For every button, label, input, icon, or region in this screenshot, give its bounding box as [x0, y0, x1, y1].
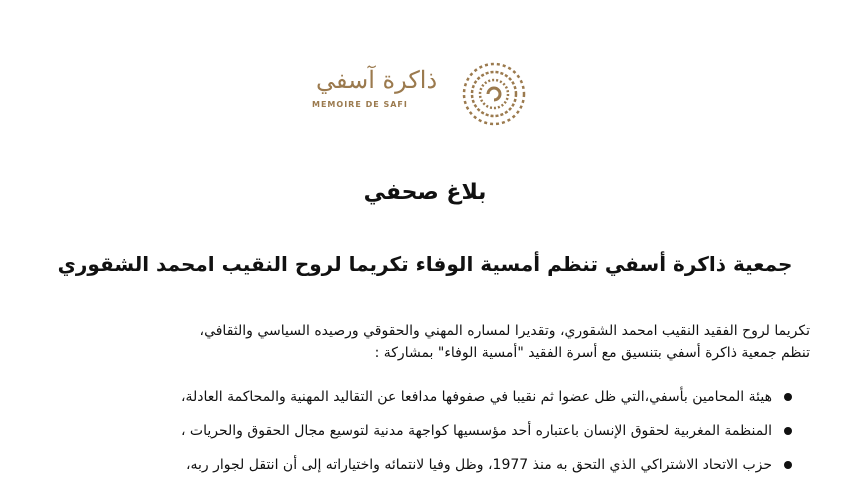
logo-arabic-text: ذاكرة آسفي [316, 66, 438, 94]
document-subtitle: جمعية ذاكرة أسفي تنظم أمسية الوفاء تكريما لروح النقيب امحمد الشقوري [57, 252, 793, 276]
bullet-icon [784, 393, 792, 401]
participant-text: حزب الاتحاد الاشتراكي الذي التحق به منذ 1977، وظل وفيا لانتمائه واختياراته إلى أن انتقل لجوار ربه، [186, 457, 772, 473]
list-item [72, 385, 772, 419]
logo-french-text: MEMOIRE DE SAFI [312, 100, 408, 109]
list-item [72, 419, 772, 453]
document-title: بلاغ صحفي [363, 180, 487, 205]
bullet-icon [784, 427, 792, 435]
bullet-icon [784, 461, 792, 469]
spiral-emblem-icon [444, 58, 544, 130]
memoire-de-safi-logo [312, 58, 557, 130]
participants-list [72, 385, 772, 487]
intro-paragraph [30, 320, 810, 364]
participant-text: هيئة المحامين بأسفي،التي ظل عضوا ثم نقيبا في صفوفها مدافعا عن التقاليد المهنية والمحاكمة العادلة، [181, 389, 772, 405]
intro-line-1: تكريما لروح الفقيد النقيب امحمد الشقوري، وتقديرا لمساره المهني والحقوقي ورصيده السياسي والثقافي، [199, 323, 810, 339]
participant-text: المنظمة المغربية لحقوق الإنسان باعتباره أحد مؤسسيها كواجهة مدنية لتوسيع مجال الحقوق والحريات ، [180, 423, 772, 439]
intro-line-2: تنظم جمعية ذاكرة أسفي بتنسيق مع أسرة الفقيد "أمسية الوفاء" بمشاركة : [374, 345, 810, 361]
list-item [72, 453, 772, 487]
